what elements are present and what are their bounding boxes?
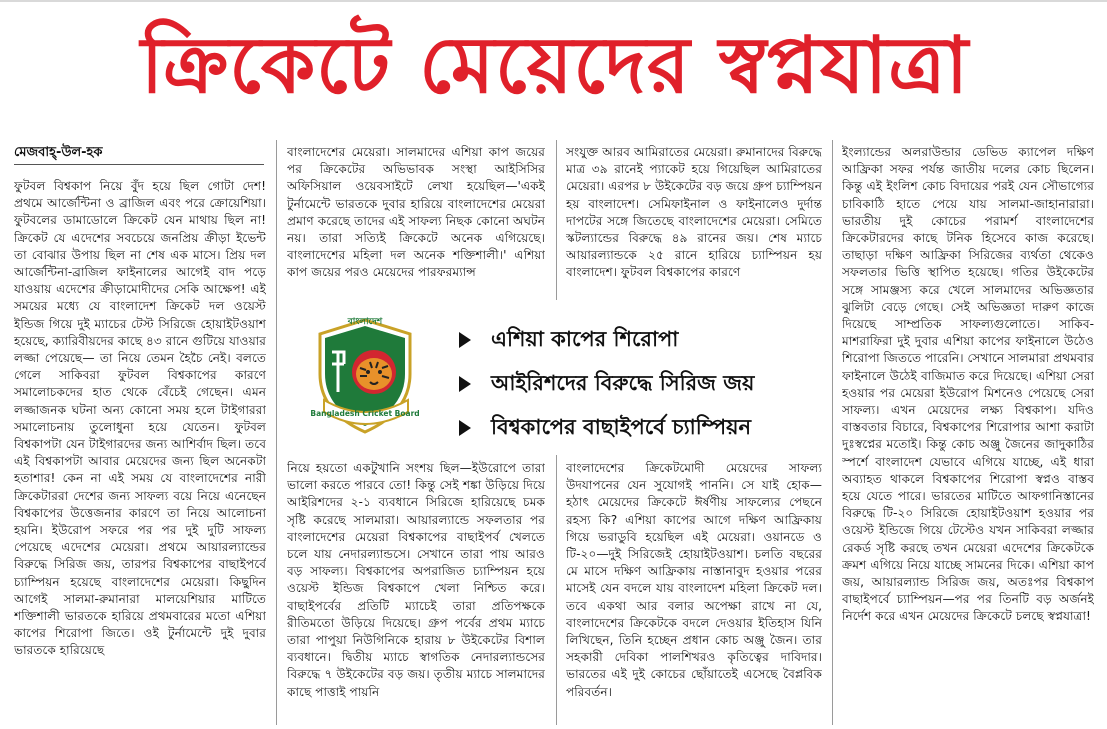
- headline: ক্রিকেটে মেয়েদের স্বপ্নযাত্রা: [140, 21, 970, 111]
- column-3-top-text: সংযুক্ত আরব আমিরাতের মেয়েরা। রুমানাদের বিরুদ্ধে মাত্র ৩৯ রানেই প্যাকেট হয়ে গিয়েছিল আমিরাতের মেয়েরা। এরপর ৮ উইকেটের বড় জয়ে গ্রুপ চ্যাম্পিয়ন হয় বাংলাদেশ। সেমিফাইনাল ও ফাইনালেও দুর্দান্ত দাপটের সঙ্গে জিতেছে বাংলাদেশের মেয়েরা। সেমিতে স্কটল্যান্ডের বিরুদ্ধে ৪৯ রানের জয়। শেষ ম্যাচে আয়ারল্যান্ডকে ২৫ রানে হারিয়ে চ্যাম্পিয়ন হয় বাংলাদেশ। ফুটবল বিশ্বকাপের কারণে: [566, 145, 822, 280]
- highlight-text: আইরিশদের বিরুদ্ধে সিরিজ জয়: [491, 370, 755, 395]
- logo-ribbon-text: Bangladesh Cricket Board: [310, 409, 420, 418]
- column-3-top: [566, 144, 822, 304]
- column-3-bottom-text: বাংলাদেশের ক্রিকেটমোদী মেয়েদের সাফল্য উদযাপনের যেন সুযোগই পাননি। সে যাই হোক— হঠাৎ মেয়েদের ক্রিকেটে ঈর্ষণীয় সাফল্যের পেছনে রহস্য কি? এশিয়া কাপের আগে দক্ষিণ আফ্রিকায় গিয়ে ভরাডুবি হয়েছিল এই মেয়েরা। ওয়ানডে ও টি-২০—দুই সিরিজেই হোয়াইটওয়াশ। চলতি বছরের মে মাসে দক্ষিণ আফ্রিকায় নাস্তানাবুদ হওয়ার পরের মাসেই যেন বদলে যায় বাংলাদেশ মহিলা ক্রিকেট দল। তবে একথা আর বলার অপেক্ষা রাখে না যে, বাংলাদেশের ক্রিকেটকে বদলে দেওয়ার ইতিহাস যিনি লিখিছেন, তিনি হচ্ছেন প্রধান কোচ অঞ্জু জৈন। তার সহকারী দেবিকা পালশিখরও কৃতিত্বের দাবিদার। ভারতের এই দুই কোচের ছোঁয়াতেই এসেছে বৈপ্লবিক পরিবর্তন।: [566, 461, 822, 699]
- highlight-list: [455, 318, 835, 450]
- triangle-bullet-icon: [459, 332, 471, 348]
- highlight-item: [455, 318, 835, 362]
- highlight-text: এশিয়া কাপের শিরোপা: [491, 326, 679, 351]
- highlight-item: [455, 406, 835, 450]
- highlight-item: [455, 362, 835, 406]
- column-1: [14, 178, 266, 726]
- highlight-text: বিশ্বকাপের বাছাইপর্বে চ্যাম্পিয়ন: [491, 414, 751, 439]
- triangle-bullet-icon: [459, 420, 471, 436]
- bcb-logo: [310, 312, 420, 437]
- column-3-bottom: [566, 460, 822, 726]
- column-4: [842, 144, 1094, 726]
- column-2-bottom: [287, 460, 545, 726]
- column-2-top-text: বাংলাদেশের মেয়েরা। সালমাদের এশিয়া কাপ জয়ের পর ক্রিকেটের অভিভাবক সংস্থা আইসিসির অফিসিয়াল ওয়েবসাইটে লেখা হয়েছিল—'একই টুর্নামেন্টে ভারতকে দুবার হারিয়ে বাংলাদেশের মেয়েরা প্রমাণ করেছে তাদের এই সাফল্য নিছক কোনো অঘটন নয়। তারা সত্যিই ক্রিকেটে অনেক এগিয়েছে। বাংলাদেশের মহিলা দল অনেক শক্তিশালী।' এশিয়া কাপ জয়ের পরও মেয়েদের পারফরম্যান্স: [287, 145, 545, 280]
- column-1-text: ফুটবল বিশ্বকাপ নিয়ে বুঁদ হয়ে ছিল গোটা দেশ! প্রথমে আর্জেন্টিনা ও ব্রাজিল এবং পরে ক্রোয়েশিয়া। ফুটবলের ডামাডোলে ক্রিকেট যেন মাথায় ছিল না! ক্রিকেট যে এদেশের সবচেয়ে জনপ্রিয় ক্রীড়া ইভেন্ট তা বোঝার উপায় ছিল না শেষ এক মাসে। প্রিয় দল আর্জেন্টিনা-ব্রাজিল ফাইনালের আগেই বাদ পড়ে যাওয়ায় এদেশের ক্রীড়ামোদীদের সেকি আক্ষেপ! এই সময়ের মধ্যে যে বাংলাদেশ ক্রিকেট দল ওয়েস্ট ইন্ডিজ গিয়ে দুই ম্যাচের টেস্ট সিরিজে হোয়াইটওয়াশ হয়েছে, ক্যারিবীয়দের কাছে ৪৩ রানে গুটিয়ে যাওয়ার লজ্জা পেয়েছে— তা নিয়ে তেমন হৈচৈ নেই। বলতে গেলে সাকিবরা ফুটবল বিশ্বকাপের কারণে সমালোচকদের হাত থেকে বেঁচেই গেছেন। এমন লজ্জাজনক ঘটনা অন্য কোনো সময় হলে টাইগাররা সমালোচনায় তুলোধুনা হয়ে যেতেন। ফুটবল বিশ্বকাপটা যেন টাইগারদের জন্য আশির্বাদ ছিল। তবে এই বিশ্বকাপটা আবার মেয়েদের জন্য ছিল অনেকটা হতাশার! কেন না এই সময় যে বাংলাদেশের নারী ক্রিকেটাররা দেশের জন্য সাফল্য বয়ে নিয়ে এনেছেন বিশ্বকাপের উত্তেজনার কারণে তা নিয়ে আলোচনা হয়নি। ইউরোপ সফরে পর পর দুই দুটি সাফল্য পেয়েছে এদেশের মেয়েরা। প্রথমে আয়ারল্যান্ডের বিরুদ্ধে সিরিজ জয়, তারপর বিশ্বকাপের বাছাইপর্বে চ্যাম্পিয়ন হয়েছে বাংলাদেশের মেয়েরা। কিছুদিন আগেই সালমা-রুমানারা মালয়েশিয়ার মাটিতে শক্তিশালী ভারতকে হারিয়ে প্রথমবারের মতো এশিয়া কাপের শিরোপা জিতে। ওই টুর্নামেন্টে দুই দুবার ভারতকে হারিয়েছে: [14, 179, 266, 658]
- column-2-top: [287, 144, 545, 304]
- column-4-text: ইংল্যান্ডের অলরাউন্ডার ডেভিড ক্যাপেল দক্ষিণ আফ্রিকা সফর পর্যন্ত জাতীয় দলের কোচ ছিলেন। কিন্তু এই ইংলিশ কোচ বিদায়ের পরই যেন সৌভাগ্যের চাবিকাঠি হাতে পেয়ে যায় সালমা-জাহানারারা। ভারতীয় দুই কোচের পরামর্শ বাংলাদেশের ক্রিকেটারদের কাছে টনিক হিসেবে কাজ করেছে। তাছাড়া দক্ষিণ আফ্রিকা সিরিজের ব্যর্থতা থেকেও সফলতার ভিত্তি স্থাপিত হয়েছে। গতির উইকেটের সঙ্গে সামঞ্জস্য করে খেলে সালমাদের অভিজ্ঞতার ঝুলিটা বেড়ে গেছে। সেই অভিজ্ঞতা দারুণ কাজে দিয়েছে সাম্প্রতিক সাফল্যগুলোতে। সাকিব-মাশরাফিরা দুই দুবার এশিয়া কাপের ফাইনালে উঠেও শিরোপা জিততে পারেনি। সেখানে সালমারা প্রথমবার ফাইনালে উঠেই বাজিমাত করে দিয়েছে। এশিয়া সেরা হওয়ার পর মেয়েরা ইউরোপ মিশনেও পেয়েছে সেরা সাফল্য। এখন মেয়েদের লক্ষ্য বিশ্বকাপ। যদিও বাস্তবতার বিচারে, বিশ্বকাপের শিরোপার আশা করাটা দুঃস্বপ্নের মতোই। কিন্তু কোচ অঞ্জু জৈনের জাদুকাঠির স্পর্শে বাংলাদেশ যেভাবে এগিয়ে যাচ্ছে, এই ধারা অব্যাহত থাকলে বিশ্বকাপের শিরোপা স্বপ্নও বাস্তব হয়ে যেতে পারে। ভারতের মাটিতে আফগানিস্তানের বিরুদ্ধে টি-২০ সিরিজে হোয়াইটওয়াশ হওয়ার পর ওয়েস্ট ইন্ডিজে গিয়ে টেস্টেও যখন সাকিবরা লজ্জার রেকর্ড সৃষ্টি করছে তখন মেয়েরা এদেশের ক্রিকেটকে ক্রমশ এগিয়ে নিয়ে যাচ্ছে সামনের দিকে। এশিয়া কাপ জয়, আয়ারল্যান্ড সিরিজ জয়, অতঃপর বিশ্বকাপ বাছাইপর্বে চ্যাম্পিয়ন—পর পর তিনটি বড় অর্জনই নির্দেশ করে এখন মেয়েদের ক্রিকেটে চলছে স্বপ্নযাত্রা!: [842, 145, 1094, 624]
- bcb-logo-icon: [310, 312, 420, 437]
- triangle-bullet-icon: [459, 376, 471, 392]
- column-2-bottom-text: নিয়ে হয়তো একটুখানি সংশয় ছিল—ইউরোপে তারা ভালো করতে পারবে তো! কিন্তু সেই শঙ্কা উড়িয়ে দিয়ে আইরিশদের ২-১ ব্যবধানে সিরিজে হারিয়েছে চমক সৃষ্টি করেছে সালমারা। আয়ারল্যান্ডে সফলতার পর বাংলাদেশের মেয়েরা বিশ্বকাপের বাছাইপর্ব খেলতে চলে যায় নেদারল্যান্ডসে। সেখানে তারা পায় আরও বড় সাফল্য। বিশ্বকাপের অপরাজিত চ্যাম্পিয়ন হয়ে ওয়েস্ট ইন্ডিজ বিশ্বকাপে খেলা নিশ্চিত করে। বাছাইপর্বের প্রতিটি ম্যাচেই তারা প্রতিপক্ষকে রীতিমতো উড়িয়ে দিয়েছে। গ্রুপ পর্বের প্রথম ম্যাচে তারা পাপুয়া নিউগিনিকে হারায় ৮ উইকেটের বিশাল ব্যবধানে। দ্বিতীয় ম্যাচে স্বাগতিক নেদারল্যান্ডসের বিরুদ্ধে ৭ উইকেটের বড় জয়। তৃতীয় ম্যাচে সালমাদের কাছে পাত্তাই পায়নি: [287, 461, 545, 699]
- top-rule: [0, 0, 1107, 2]
- logo-top-text: বাংলাদেশ: [347, 317, 383, 327]
- byline: মেজবাহ্-উল-হক: [14, 144, 264, 165]
- column-divider: [276, 140, 277, 725]
- column-divider: [556, 455, 557, 725]
- column-divider: [556, 140, 557, 300]
